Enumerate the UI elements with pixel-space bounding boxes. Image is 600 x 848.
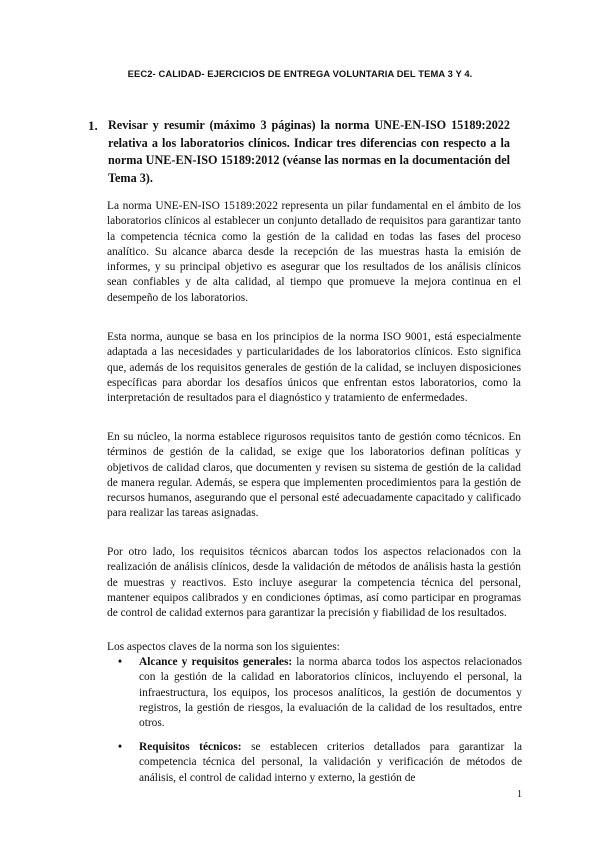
key-aspects-list xyxy=(118,655,522,731)
paragraph-technical-requirements: Por otro lado, los requisitos técnicos abarcan todos los aspectos relacionados con la realización de análisis clínicos, desde la validación de métodos de análisis hasta la gestión de muestras y reactivos. Esto incluye asegurar la competencia técnica del personal, mantener equipos calibrados y en condiciones óptimas, así como participar en programas de control de calidad externos para garantizar la precisión y fiabilidad de los resultados. xyxy=(107,546,521,620)
paragraph-intro: La norma UNE-EN-ISO 15189:2022 representa un pilar fundamental en el ámbito de los laboratorios clínicos al establecer un conjunto detallado de requisitos para garantizar tanto la competencia técnica como la gestión de la calidad en todas las fases del proceso analítico. Su alcance abarca desde la recepción de las muestras hasta la emisión de informes, y su principal objetivo es asegurar que los resultados de los análisis clínicos sean confiables y de alta calidad, al tiempo que promueve la mejora continua en el desempeño de los laboratorios. xyxy=(107,200,521,304)
bullet-text: se establecen criterios detallados para garantizar la competencia técnica del personal, la validación y verificación de métodos de análisis, el control de calidad interno y externo, la gestión de xyxy=(139,741,522,784)
bullet-term: Alcance y requisitos generales: xyxy=(139,656,293,668)
paragraph-iso9001: Esta norma, aunque se basa en los principios de la norma ISO 9001, está especialmente adaptada a las necesidades y particularidades de los laboratorios clínicos. Esto significa que, además de los requisitos generales de gestión de la calidad, se incluyen disposiciones específicas para abordar los desafíos únicos que enfrentan estos laboratorios, como la interpretación de resultados para el diagnóstico y tratamiento de enfermedades. xyxy=(107,331,521,405)
list-item xyxy=(118,740,522,786)
page-number: 1 xyxy=(517,789,522,800)
question-text: Revisar y resumir (máximo 3 páginas) la norma UNE-EN-ISO 15189:2022 relativa a los laboratorios clínicos. Indicar tres diferencias con respecto a la norma UNE-EN-ISO 15189:2012 (véanse las normas en la documentación del Tema 3). xyxy=(108,118,510,185)
bullet-term: Requisitos técnicos: xyxy=(139,741,242,753)
bullet-text: la norma abarca todos los aspectos relacionados con la gestión de la calidad en laboratorios clínicos, incluyendo el personal, la infraestructura, los equipos, los procesos analíticos, la gestión de documentos y registros, la gestión de riesgos, la evaluación de la calidad de los resultados, entre otros. xyxy=(139,656,522,730)
question-number: 1. xyxy=(88,118,98,133)
list-intro: Los aspectos claves de la norma son los siguientes: xyxy=(107,641,340,653)
document-header: EEC2- CALIDAD- EJERCICIOS DE ENTREGA VOLUNTARIA DEL TEMA 3 Y 4. xyxy=(127,68,473,79)
bullet-icon: • xyxy=(118,656,122,668)
key-aspects-list-continued xyxy=(118,740,522,786)
list-item xyxy=(118,655,522,731)
paragraph-management-requirements: En su núcleo, la norma establece rigurosos requisitos tanto de gestión como técnicos. En términos de gestión de la calidad, se exige que los laboratorios definan políticas y objetivos de calidad claros, que documenten y revisen su sistema de gestión de la calidad de manera regular. Además, se espera que implementen procedimientos para la gestión de recursos humanos, asegurando que el personal esté adecuadamente capacitado y calificado para realizar las tareas asignadas. xyxy=(107,431,521,520)
bullet-icon: • xyxy=(118,741,122,753)
